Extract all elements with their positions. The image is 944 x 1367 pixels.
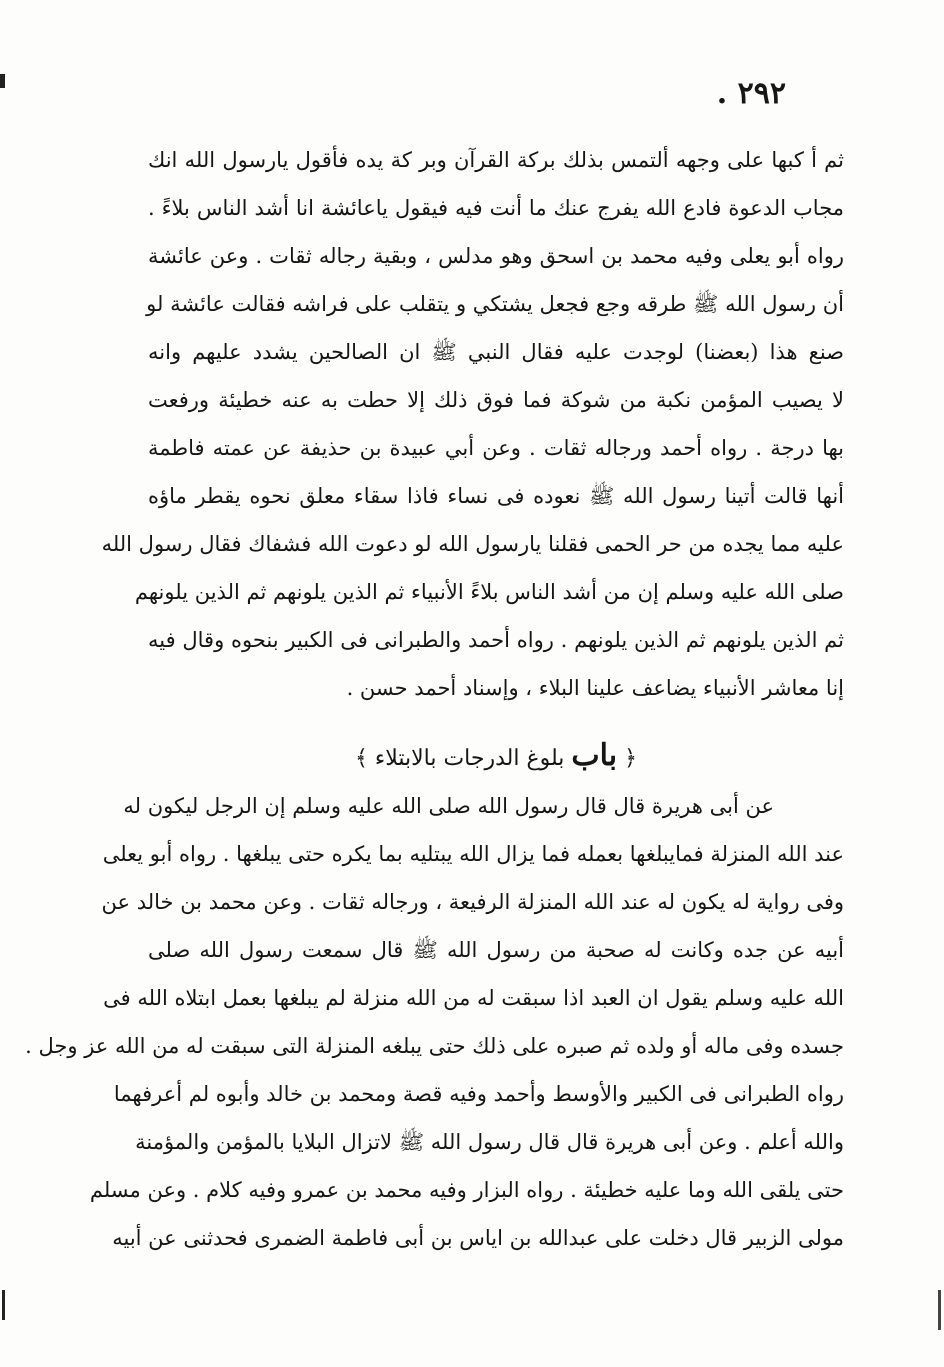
- text-line: رواه أبو يعلى وفيه محمد بن اسحق وهو مدلس ، وبقية رجاله ثقات . وعن عائشة: [148, 244, 844, 268]
- text-line: عند الله المنزلة فمايبلغها بعمله فما يزال الله يبتليه بما يكره حتى يبلغها . رواه أبو يعلى: [102, 842, 844, 866]
- text-line: صلى الله عليه وسلم إن من أشد الناس بلاءً الأنبياء ثم الذين يلونهم ثم الذين يلونهم: [134, 580, 844, 604]
- text-line: والله أعلم . وعن أبى هريرة قال قال رسول الله ﷺ لاتزال البلايا بالمؤمن والمؤمنة: [135, 1130, 844, 1154]
- text-line: الله عليه وسلم يقول ان العبد اذا سبقت له من الله منزلة لم يبلغها بعمل ابتلاه الله فى: [103, 986, 844, 1010]
- text-line: عن أبى هريرة قال قال رسول الله صلى الله عليه وسلم إن الرجل ليكون له: [123, 794, 774, 818]
- text-line: عليه مما يجده من حر الحمى فقلنا يارسول الله لو دعوت الله فشفاك فقال رسول الله: [101, 532, 844, 556]
- text-line: ثم الذين يلونهم ثم الذين يلونهم . رواه أحمد والطبرانى فى الكبير بنحوه وقال فيه: [148, 628, 844, 652]
- chapter-heading: [148, 732, 844, 780]
- page-number: ٢٩٢ .: [716, 76, 786, 111]
- heading-bracket-close: ﴾: [354, 746, 368, 771]
- text-line: جسده وفى ماله أو ولده ثم صبره على ذلك حتى يبلغه المنزلة التى سبقت له من الله عز وجل .: [25, 1034, 844, 1058]
- text-line: أنها قالت أتينا رسول الله ﷺ نعوده فى نساء فاذا سقاء معلق نحوه يقطر ماؤه: [148, 484, 844, 508]
- text-line: مولى الزبير قال دخلت على عبدالله بن اياس بن أبى فاطمة الضمرى فحدثنى عن أبيه: [112, 1226, 844, 1250]
- scan-edge-mark: [0, 74, 5, 88]
- heading-bracket-open: ﴿: [624, 746, 637, 771]
- text-line: رواه الطبرانى فى الكبير والأوسط وأحمد وفيه قصة ومحمد بن خالد وأبوه لم أعرفهما: [113, 1082, 844, 1106]
- text-line: صنع هذا (بعضنا) لوجدت عليه فقال النبي ﷺ ان الصالحين يشدد عليهم وانه: [148, 340, 844, 364]
- paragraph-1: [101, 136, 844, 712]
- chapter-title: بلوغ الدرجات بالابتلاء: [374, 746, 565, 771]
- scan-edge-mark: [2, 1290, 5, 1320]
- chapter-bab-word: باب: [571, 738, 618, 773]
- text-line: مجاب الدعوة فادع الله يفرج عنك ما أنت فيه فيقول ياعائشة انا أشد الناس بلاءً .: [148, 196, 844, 220]
- text-line: ثم أ كبها على وجهه ألتمس بذلك بركة القرآن وبر كة يده فأقول يارسول الله انك: [148, 148, 844, 172]
- paragraph-2: [25, 782, 844, 1262]
- text-line: أبيه عن جده وكانت له صحبة من رسول الله ﷺ قال سمعت رسول الله صلى: [148, 938, 844, 962]
- text-line: حتى يلقى الله وما عليه خطيئة . رواه البزار وفيه محمد بن عمرو وفيه كلام . وعن مسلم: [89, 1178, 844, 1202]
- text-line: وفى رواية له يكون له عند الله المنزلة الرفيعة ، ورجاله ثقات . وعن محمد بن خالد عن: [101, 890, 844, 914]
- text-line: لا يصيب المؤمن نكبة من شوكة فما فوق ذلك إلا حطت به عنه خطيئة ورفعت: [148, 388, 844, 412]
- scan-edge-mark: [938, 1290, 941, 1330]
- text-line: إنا معاشر الأنبياء يضاعف علينا البلاء ، وإسناد أحمد حسن .: [346, 676, 844, 700]
- text-line: بها درجة . رواه أحمد ورجاله ثقات . وعن أبي عبيدة بن حذيفة عن عمته فاطمة: [148, 436, 844, 460]
- text-line: أن رسول الله ﷺ طرقه وجع فجعل يشتكي و يتقلب على فراشه فقالت عائشة لو: [146, 292, 844, 316]
